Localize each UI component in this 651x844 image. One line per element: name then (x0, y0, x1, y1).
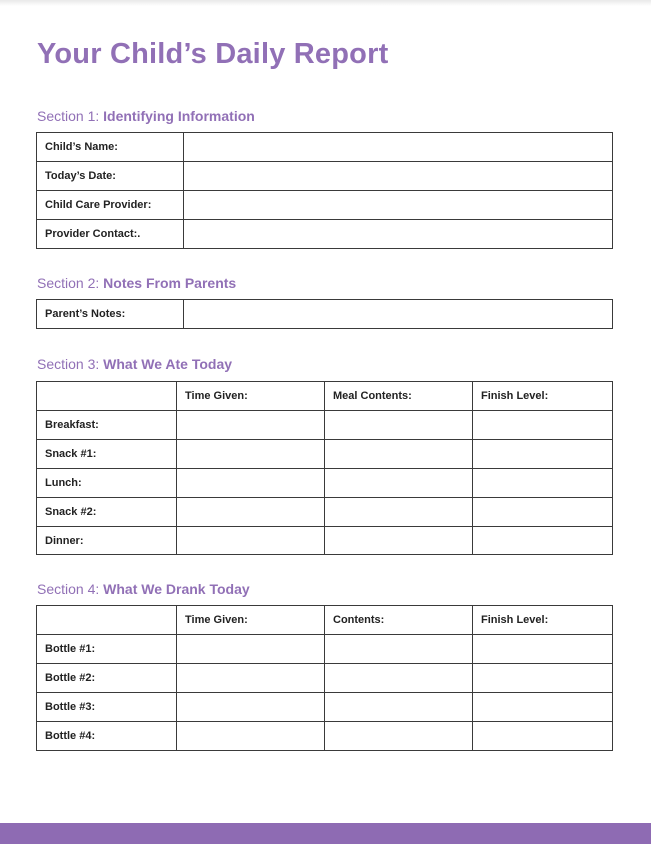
dinner-contents-field[interactable] (325, 527, 473, 555)
section-3-heading (37, 356, 232, 372)
bottle-3-label: Bottle #3: (37, 693, 177, 722)
identifying-info-table (36, 132, 613, 249)
section-1-heading (37, 108, 255, 124)
bottle-3-time-field[interactable] (177, 693, 325, 722)
table-row (37, 664, 613, 693)
drinks-contents-header: Contents: (325, 606, 473, 635)
drinks-table (36, 605, 613, 751)
snack-1-label: Snack #1: (37, 440, 177, 469)
page-title: Your Child’s Daily Report (37, 38, 389, 70)
table-row (37, 722, 613, 751)
section-2-title: Notes From Parents (103, 275, 237, 291)
section-1-prefix: Section 1: (37, 108, 104, 124)
bottle-1-finish-field[interactable] (473, 635, 613, 664)
bottle-2-finish-field[interactable] (473, 664, 613, 693)
provider-contact-field[interactable] (184, 220, 613, 249)
todays-date-field[interactable] (184, 162, 613, 191)
section-2-prefix: Section 2: (37, 275, 104, 291)
section-4-heading (37, 581, 250, 597)
table-row (37, 635, 613, 664)
table-row (37, 133, 613, 162)
table-row (37, 527, 613, 555)
footer-bar (0, 823, 651, 844)
provider-contact-label: Provider Contact:. (37, 220, 184, 249)
snack-1-contents-field[interactable] (325, 440, 473, 469)
meals-table (36, 381, 613, 555)
meals-contents-header: Meal Contents: (325, 382, 473, 411)
child-care-provider-label: Child Care Provider: (37, 191, 184, 220)
meals-corner-cell (37, 382, 177, 411)
snack-2-contents-field[interactable] (325, 498, 473, 527)
bottle-4-label: Bottle #4: (37, 722, 177, 751)
parent-notes-table (36, 299, 613, 329)
section-1-title: Identifying Information (103, 108, 255, 124)
section-4-title: What We Drank Today (103, 581, 250, 597)
bottle-4-finish-field[interactable] (473, 722, 613, 751)
bottle-4-time-field[interactable] (177, 722, 325, 751)
table-row (37, 191, 613, 220)
table-row (37, 411, 613, 440)
bottle-4-contents-field[interactable] (325, 722, 473, 751)
table-row (37, 162, 613, 191)
table-header-row (37, 382, 613, 411)
section-3-title: What We Ate Today (103, 356, 233, 372)
table-row (37, 440, 613, 469)
lunch-contents-field[interactable] (325, 469, 473, 498)
bottle-1-time-field[interactable] (177, 635, 325, 664)
table-row (37, 300, 613, 329)
meals-time-given-header: Time Given: (177, 382, 325, 411)
bottle-2-contents-field[interactable] (325, 664, 473, 693)
section-3-prefix: Section 3: (37, 356, 104, 372)
breakfast-contents-field[interactable] (325, 411, 473, 440)
parents-notes-field[interactable] (184, 300, 613, 329)
section-4-prefix: Section 4: (37, 581, 104, 597)
table-row (37, 220, 613, 249)
child-care-provider-field[interactable] (184, 191, 613, 220)
bottle-2-time-field[interactable] (177, 664, 325, 693)
breakfast-time-field[interactable] (177, 411, 325, 440)
drinks-time-given-header: Time Given: (177, 606, 325, 635)
table-row (37, 469, 613, 498)
drinks-finish-level-header: Finish Level: (473, 606, 613, 635)
bottle-1-label: Bottle #1: (37, 635, 177, 664)
parents-notes-label: Parent’s Notes: (37, 300, 184, 329)
meals-finish-level-header: Finish Level: (473, 382, 613, 411)
todays-date-label: Today’s Date: (37, 162, 184, 191)
snack-2-label: Snack #2: (37, 498, 177, 527)
bottle-1-contents-field[interactable] (325, 635, 473, 664)
snack-2-time-field[interactable] (177, 498, 325, 527)
dinner-time-field[interactable] (177, 527, 325, 555)
top-shadow (0, 0, 651, 6)
dinner-finish-field[interactable] (473, 527, 613, 555)
table-row (37, 498, 613, 527)
section-2-heading (37, 275, 236, 291)
bottle-2-label: Bottle #2: (37, 664, 177, 693)
bottle-3-contents-field[interactable] (325, 693, 473, 722)
breakfast-finish-field[interactable] (473, 411, 613, 440)
lunch-label: Lunch: (37, 469, 177, 498)
dinner-label: Dinner: (37, 527, 177, 555)
snack-1-time-field[interactable] (177, 440, 325, 469)
lunch-time-field[interactable] (177, 469, 325, 498)
child-name-field[interactable] (184, 133, 613, 162)
lunch-finish-field[interactable] (473, 469, 613, 498)
table-header-row (37, 606, 613, 635)
table-row (37, 693, 613, 722)
drinks-corner-cell (37, 606, 177, 635)
child-name-label: Child’s Name: (37, 133, 184, 162)
snack-1-finish-field[interactable] (473, 440, 613, 469)
snack-2-finish-field[interactable] (473, 498, 613, 527)
bottle-3-finish-field[interactable] (473, 693, 613, 722)
breakfast-label: Breakfast: (37, 411, 177, 440)
